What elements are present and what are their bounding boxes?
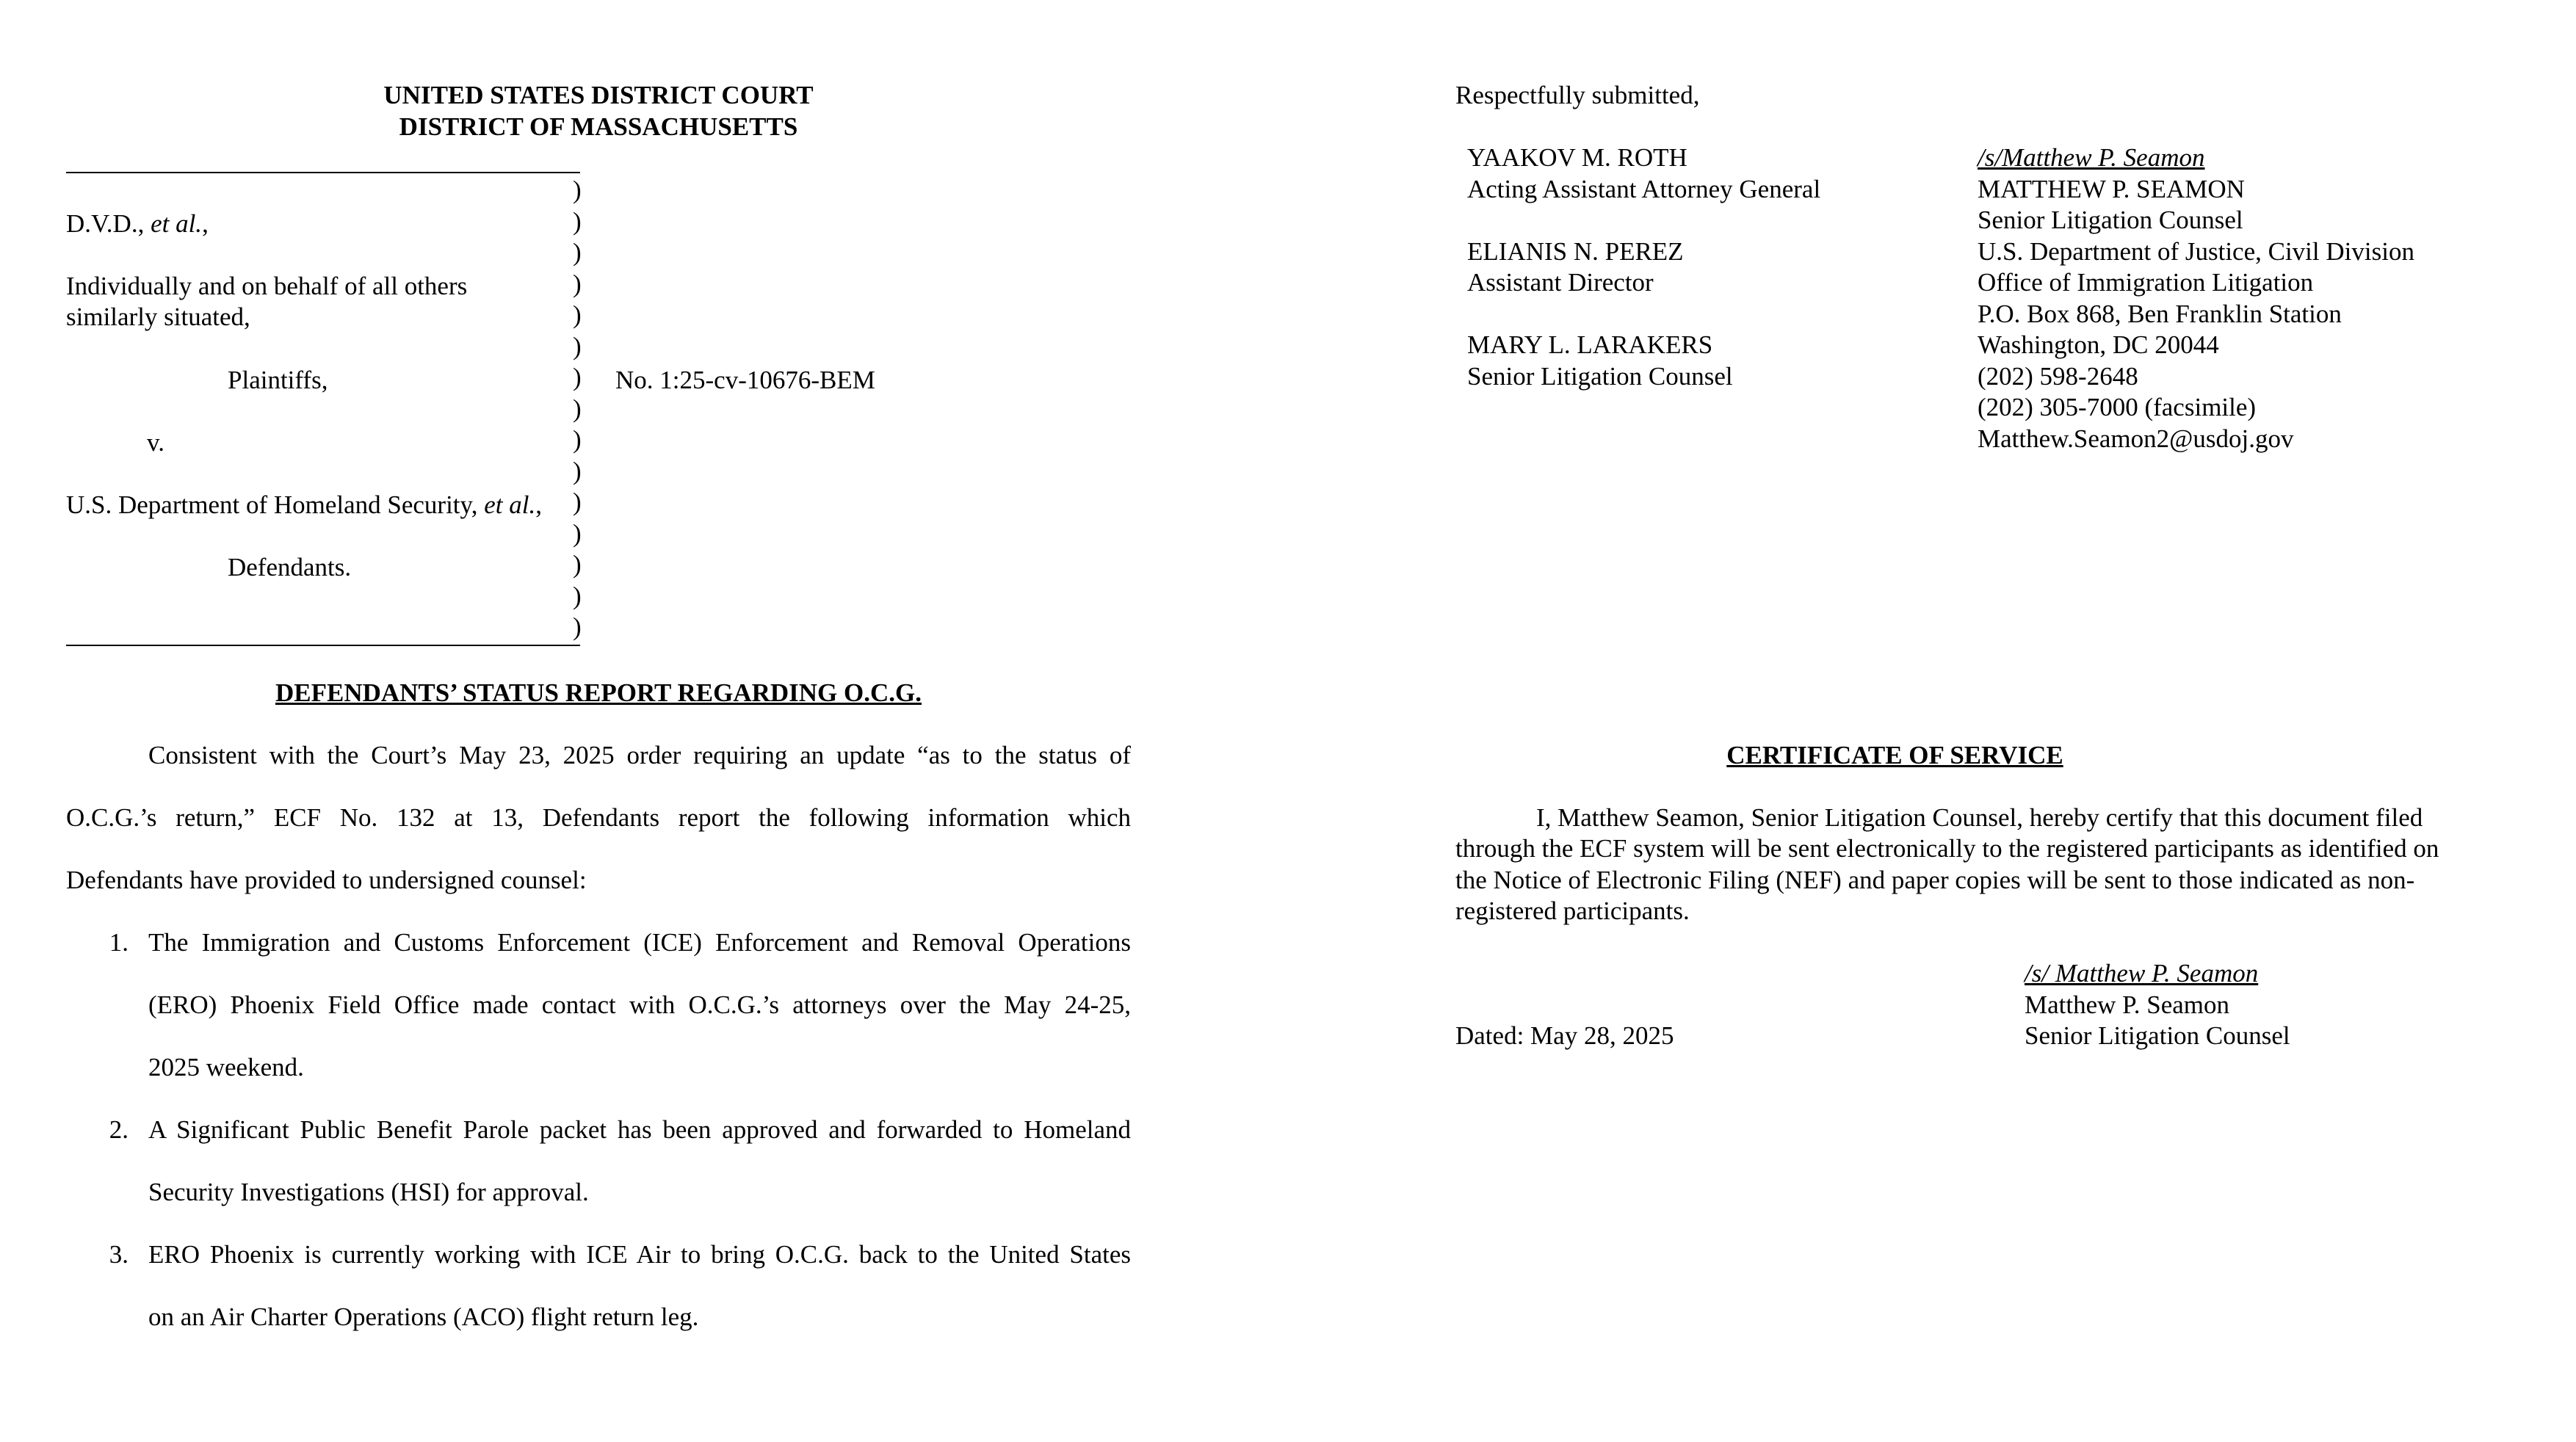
signer-title: Senior Litigation Counsel bbox=[1978, 206, 2243, 234]
signer-email: Matthew.Seamon2@usdoj.gov bbox=[1978, 424, 2294, 453]
intro-line-1: Consistent with the Court’s May 23, 2025 order requiring an update “as to the status of bbox=[148, 741, 1131, 769]
caption-top-rule bbox=[66, 172, 580, 173]
paren: ) bbox=[573, 581, 582, 610]
counsel-name-perez: ELIANIS N. PEREZ bbox=[1467, 236, 1684, 266]
counsel-title-larakers: Senior Litigation Counsel bbox=[1467, 361, 1733, 391]
electronic-signature: /s/Matthew P. Seamon bbox=[1978, 143, 2205, 172]
defendant-etal: et al. bbox=[484, 490, 536, 519]
certificate-title: CERTIFICATE OF SERVICE bbox=[1726, 741, 2063, 769]
item-3-line-2: on an Air Charter Operations (ACO) flight return leg. bbox=[148, 1302, 699, 1331]
report-title: DEFENDANTS’ STATUS REPORT REGARDING O.C.G. bbox=[275, 678, 922, 707]
caption-paren-column bbox=[573, 175, 587, 643]
signature-page bbox=[1288, 0, 2576, 1442]
list-number-3: 3. bbox=[109, 1240, 129, 1269]
signer-phone: (202) 598-2648 bbox=[1978, 361, 2138, 391]
intro-line-3: Defendants have provided to undersigned counsel: bbox=[66, 866, 587, 894]
plaintiff-desc-line1: Individually and on behalf of all others bbox=[66, 272, 468, 300]
signer-department: U.S. Department of Justice, Civil Division bbox=[1978, 236, 2414, 266]
paren: ) bbox=[573, 394, 582, 423]
certificate-line-4: registered participants. bbox=[1455, 896, 1690, 925]
certificate-electronic-signature: /s/ Matthew P. Seamon bbox=[2025, 959, 2259, 988]
court-name-text: UNITED STATES DISTRICT COURT bbox=[383, 81, 814, 109]
plaintiffs-label: Plaintiffs, bbox=[228, 366, 328, 394]
plaintiff-comma: , bbox=[202, 209, 209, 238]
item-1-line-1: The Immigration and Customs Enforcement (ICE) Enforcement and Removal Operations bbox=[148, 928, 1131, 957]
certificate-line-2: through the ECF system will be sent electronically to the registered participants as identified on bbox=[1455, 834, 2439, 863]
spacer bbox=[1467, 299, 1820, 330]
paren: ) bbox=[573, 300, 582, 329]
paren: ) bbox=[573, 456, 582, 485]
signer-city: Washington, DC 20044 bbox=[1978, 330, 2219, 359]
item-3-line-1: ERO Phoenix is currently working with ICE Air to bring O.C.G. back to the United States bbox=[148, 1240, 1131, 1269]
defendant-name bbox=[66, 489, 542, 521]
case-number: No. 1:25-cv-10676-BEM bbox=[615, 366, 875, 394]
caption-bottom-rule bbox=[66, 645, 580, 646]
signer-office: Office of Immigration Litigation bbox=[1978, 268, 2314, 297]
item-1-line-2: (ERO) Phoenix Field Office made contact with O.C.G.’s attorneys over the May 24-25, bbox=[148, 990, 1131, 1019]
certificate-line-3: the Notice of Electronic Filing (NEF) and paper copies will be sent to those indicated as non- bbox=[1455, 866, 2415, 894]
court-district-text: DISTRICT OF MASSACHUSETTS bbox=[399, 112, 798, 141]
defendants-label: Defendants. bbox=[228, 553, 352, 581]
spacer bbox=[1467, 205, 1820, 236]
paren: ) bbox=[573, 269, 582, 298]
court-name-line1 bbox=[66, 79, 1131, 112]
certificate-line-1: I, Matthew Seamon, Senior Litigation Counsel, hereby certify that this document filed bbox=[1536, 803, 2423, 832]
counsel-title-perez: Assistant Director bbox=[1467, 268, 1654, 297]
plaintiff-desc-line2: similarly situated, bbox=[66, 302, 250, 331]
plaintiff-name bbox=[66, 208, 209, 240]
item-1-line-3: 2025 weekend. bbox=[148, 1053, 304, 1082]
intro-line-2: O.C.G.’s return,” ECF No. 132 at 13, Defendants report the following information which bbox=[66, 803, 1131, 832]
list-number-2: 2. bbox=[109, 1115, 129, 1144]
counsel-name-roth: YAAKOV M. ROTH bbox=[1467, 143, 1687, 172]
court-district-line bbox=[66, 111, 1131, 143]
certificate-signer-name: Matthew P. Seamon bbox=[2025, 990, 2230, 1019]
counsel-title-roth: Acting Assistant Attorney General bbox=[1467, 174, 1821, 203]
defendant-comma: , bbox=[535, 490, 542, 519]
closing: Respectfully submitted, bbox=[1455, 81, 1700, 109]
item-2-line-1: A Significant Public Benefit Parole packet has been approved and forwarded to Homeland bbox=[148, 1115, 1131, 1144]
counsel-list bbox=[1467, 142, 1820, 392]
signer-name: MATTHEW P. SEAMON bbox=[1978, 174, 2245, 203]
paren: ) bbox=[573, 238, 582, 267]
item-2-line-2: Security Investigations (HSI) for approval. bbox=[148, 1178, 589, 1206]
list-number-1: 1. bbox=[109, 928, 129, 957]
certificate-signer-title: Senior Litigation Counsel bbox=[2025, 1021, 2290, 1050]
signer-fax: (202) 305-7000 (facsimile) bbox=[1978, 393, 2257, 421]
paren: ) bbox=[573, 425, 582, 454]
paren: ) bbox=[573, 206, 582, 236]
paren: ) bbox=[573, 331, 582, 360]
paren: ) bbox=[573, 518, 582, 548]
paren: ) bbox=[573, 550, 582, 579]
paren: ) bbox=[573, 175, 582, 204]
plaintiff-name-text: D.V.D., bbox=[66, 209, 145, 238]
signer-pobox: P.O. Box 868, Ben Franklin Station bbox=[1978, 299, 2342, 328]
signer-block bbox=[1978, 142, 2414, 454]
plaintiff-etal: et al. bbox=[151, 209, 203, 238]
defendant-name-text: U.S. Department of Homeland Security, bbox=[66, 490, 478, 519]
paren: ) bbox=[573, 363, 582, 391]
counsel-name-larakers: MARY L. LARAKERS bbox=[1467, 330, 1713, 359]
certificate-date: Dated: May 28, 2025 bbox=[1455, 1021, 1674, 1050]
paren: ) bbox=[573, 488, 582, 516]
paren: ) bbox=[573, 612, 582, 641]
versus: v. bbox=[147, 428, 164, 457]
